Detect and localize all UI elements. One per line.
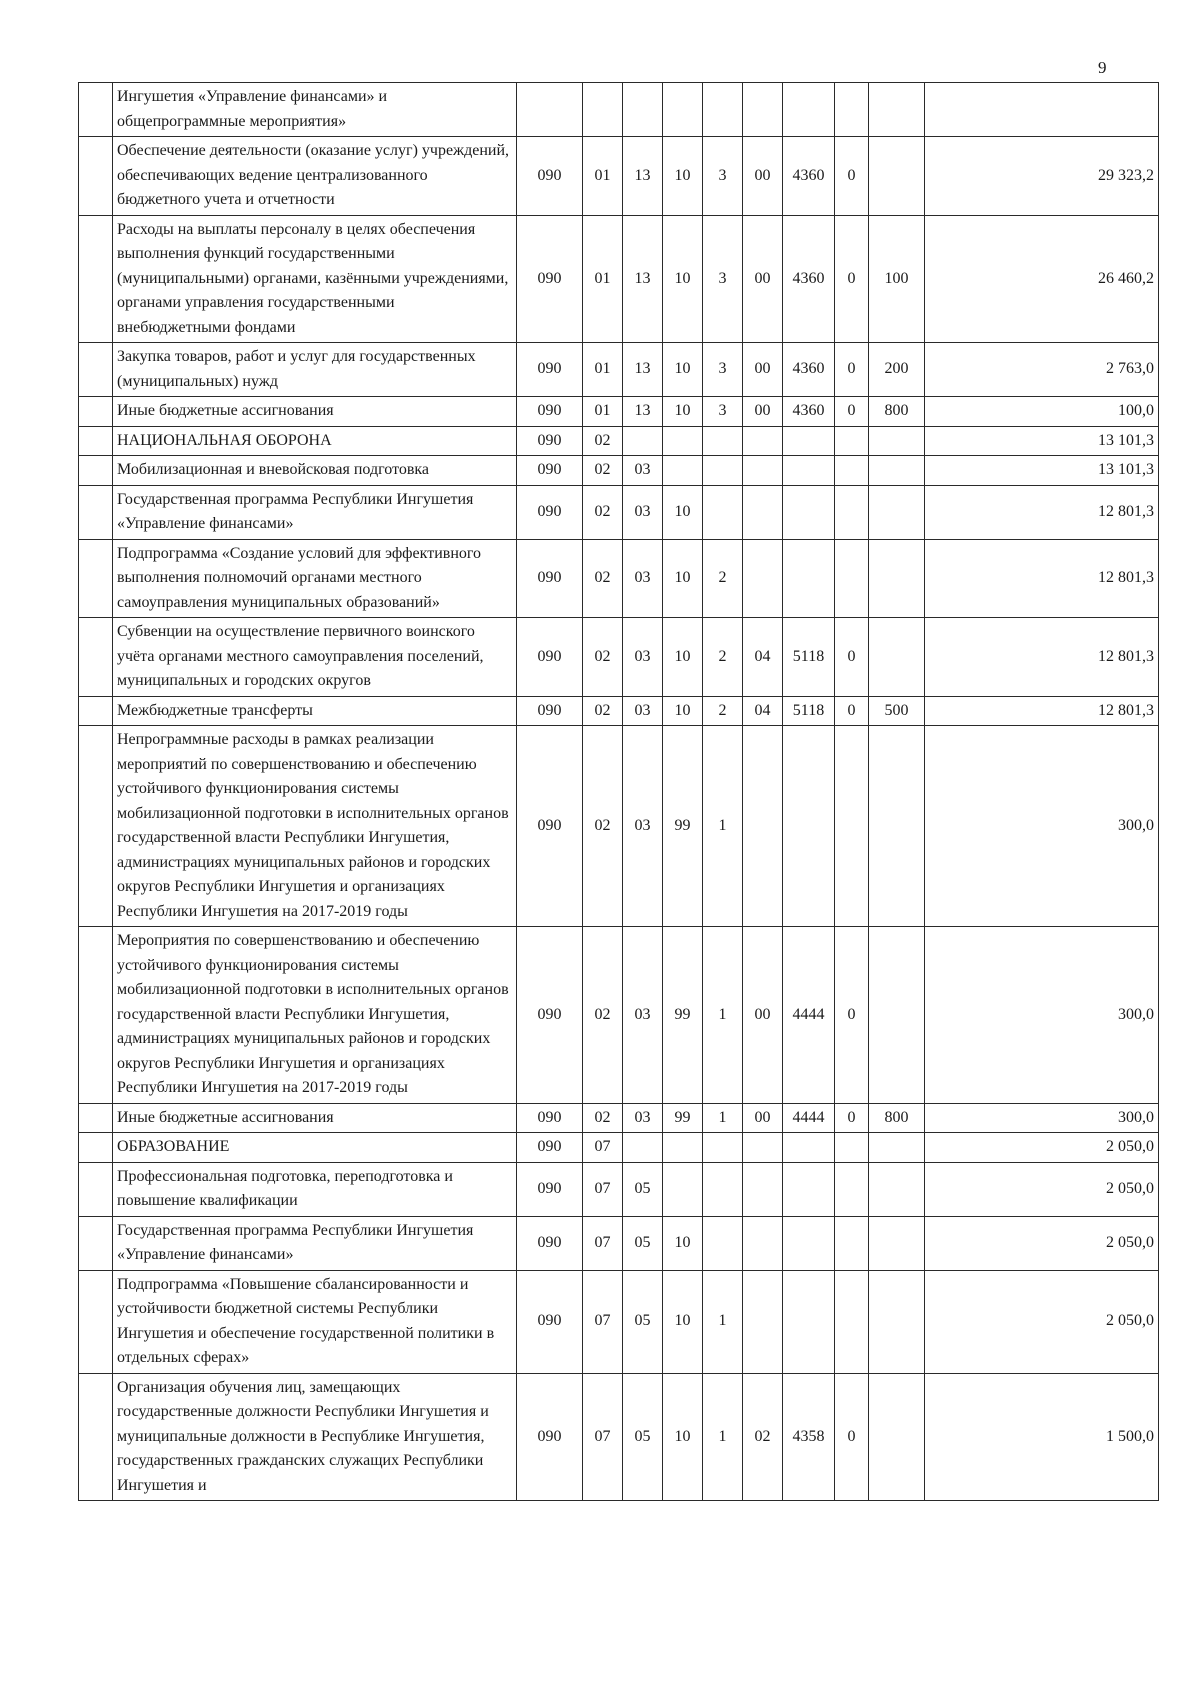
- amount: 12 801,3: [925, 696, 1159, 726]
- x-code: 0: [835, 215, 869, 343]
- subsection-code: 03: [623, 696, 663, 726]
- amount: 2 763,0: [925, 343, 1159, 397]
- admin-code: 090: [517, 1216, 583, 1270]
- admin-code: 090: [517, 927, 583, 1104]
- x-code: 0: [835, 137, 869, 216]
- row-name: Иные бюджетные ассигнования: [113, 397, 517, 427]
- subsection-code: 03: [623, 726, 663, 927]
- section-code: 07: [583, 1270, 623, 1373]
- main-event-code: 00: [743, 927, 783, 1104]
- expense-type-code: [869, 426, 925, 456]
- admin-code: 090: [517, 1103, 583, 1133]
- amount: [925, 83, 1159, 137]
- admin-code: [517, 83, 583, 137]
- admin-code: 090: [517, 1133, 583, 1163]
- expense-type-code: [869, 927, 925, 1104]
- expense-type-code: [869, 618, 925, 697]
- row-name: Ингушетия «Управление финансами» и общепрограммные мероприятия»: [113, 83, 517, 137]
- program-code: [663, 1162, 703, 1216]
- main-event-code: [743, 83, 783, 137]
- row-name: ОБРАЗОВАНИЕ: [113, 1133, 517, 1163]
- section-code: 01: [583, 343, 623, 397]
- program-code: 99: [663, 726, 703, 927]
- direction-code: 4444: [783, 927, 835, 1104]
- expense-type-code: [869, 726, 925, 927]
- table-row: [79, 397, 1159, 427]
- program-code: 10: [663, 1270, 703, 1373]
- subprogram-code: 1: [703, 1373, 743, 1501]
- program-code: [663, 1133, 703, 1163]
- table-row: [79, 343, 1159, 397]
- row-name: Профессиональная подготовка, переподготовка и повышение квалификации: [113, 1162, 517, 1216]
- table-row: [79, 485, 1159, 539]
- main-event-code: 00: [743, 137, 783, 216]
- row-number-cell: [79, 1133, 113, 1163]
- program-code: 99: [663, 927, 703, 1104]
- budget-table: [78, 82, 1159, 1501]
- section-code: 01: [583, 215, 623, 343]
- direction-code: 4360: [783, 137, 835, 216]
- subsection-code: 13: [623, 137, 663, 216]
- program-code: 10: [663, 1216, 703, 1270]
- expense-type-code: [869, 1133, 925, 1163]
- amount: 13 101,3: [925, 456, 1159, 486]
- section-code: 02: [583, 696, 623, 726]
- expense-type-code: 800: [869, 397, 925, 427]
- row-name: Субвенции на осуществление первичного воинского учёта органами местного самоуправления поселений, муниципальных и городских округов: [113, 618, 517, 697]
- x-code: 0: [835, 927, 869, 1104]
- admin-code: 090: [517, 215, 583, 343]
- subprogram-code: 3: [703, 215, 743, 343]
- main-event-code: [743, 1216, 783, 1270]
- table-row: [79, 137, 1159, 216]
- subprogram-code: [703, 1133, 743, 1163]
- section-code: 07: [583, 1373, 623, 1501]
- amount: 2 050,0: [925, 1270, 1159, 1373]
- table-row: [79, 696, 1159, 726]
- main-event-code: [743, 1162, 783, 1216]
- subsection-code: 13: [623, 215, 663, 343]
- table-body: [79, 83, 1159, 1501]
- table-row: [79, 1133, 1159, 1163]
- row-name: Закупка товаров, работ и услуг для государственных (муниципальных) нужд: [113, 343, 517, 397]
- subprogram-code: [703, 456, 743, 486]
- section-code: 02: [583, 539, 623, 618]
- row-number-cell: [79, 215, 113, 343]
- table-row: [79, 426, 1159, 456]
- table-row: [79, 927, 1159, 1104]
- row-number-cell: [79, 927, 113, 1104]
- admin-code: 090: [517, 618, 583, 697]
- admin-code: 090: [517, 726, 583, 927]
- subprogram-code: [703, 485, 743, 539]
- amount: 2 050,0: [925, 1162, 1159, 1216]
- x-code: 0: [835, 696, 869, 726]
- row-number-cell: [79, 137, 113, 216]
- expense-type-code: 500: [869, 696, 925, 726]
- main-event-code: 00: [743, 1103, 783, 1133]
- direction-code: [783, 726, 835, 927]
- subprogram-code: [703, 83, 743, 137]
- x-code: 0: [835, 397, 869, 427]
- x-code: 0: [835, 343, 869, 397]
- subsection-code: 05: [623, 1373, 663, 1501]
- subsection-code: 13: [623, 397, 663, 427]
- amount: 12 801,3: [925, 618, 1159, 697]
- program-code: 10: [663, 215, 703, 343]
- subsection-code: 05: [623, 1270, 663, 1373]
- x-code: [835, 485, 869, 539]
- section-code: 02: [583, 927, 623, 1104]
- expense-type-code: [869, 1270, 925, 1373]
- row-name: Государственная программа Республики Ингушетия «Управление финансами»: [113, 1216, 517, 1270]
- main-event-code: [743, 485, 783, 539]
- subsection-code: 05: [623, 1216, 663, 1270]
- row-name: Мероприятия по совершенствованию и обеспечению устойчивого функционирования системы мобилизационной подготовки в исполнительных органов государственной власти Республики Ингушетия, администрациях муниципальных районов и городских округов Республики Ингушетия и организациях Республики Ингушетия на 2017-2019 годы: [113, 927, 517, 1104]
- direction-code: 5118: [783, 618, 835, 697]
- row-name: Организация обучения лиц, замещающих государственные должности Республики Ингушетия и муниципальные должности в Республике Ингушетия, государственных гражданских служащих Республики Ингушетия и: [113, 1373, 517, 1501]
- admin-code: 090: [517, 539, 583, 618]
- section-code: 02: [583, 1103, 623, 1133]
- row-number-cell: [79, 539, 113, 618]
- x-code: [835, 83, 869, 137]
- table-row: [79, 456, 1159, 486]
- main-event-code: [743, 1270, 783, 1373]
- expense-type-code: [869, 1162, 925, 1216]
- admin-code: 090: [517, 137, 583, 216]
- x-code: [835, 1270, 869, 1373]
- row-number-cell: [79, 485, 113, 539]
- table-row: [79, 1216, 1159, 1270]
- expense-type-code: 800: [869, 1103, 925, 1133]
- x-code: 0: [835, 1373, 869, 1501]
- subprogram-code: [703, 1162, 743, 1216]
- direction-code: 4358: [783, 1373, 835, 1501]
- subsection-code: 03: [623, 1103, 663, 1133]
- program-code: 10: [663, 137, 703, 216]
- main-event-code: 00: [743, 343, 783, 397]
- row-name: Непрограммные расходы в рамках реализации мероприятий по совершенствованию и обеспечению устойчивого функционирования системы мобилизационной подготовки в исполнительных органов государственной власти Республики Ингушетия, администрациях муниципальных районов и городских округов Республики Ингушетия и организациях Республики Ингушетия на 2017-2019 годы: [113, 726, 517, 927]
- row-name: Иные бюджетные ассигнования: [113, 1103, 517, 1133]
- section-code: 07: [583, 1216, 623, 1270]
- admin-code: 090: [517, 1162, 583, 1216]
- direction-code: [783, 539, 835, 618]
- section-code: 07: [583, 1162, 623, 1216]
- direction-code: 5118: [783, 696, 835, 726]
- expense-type-code: [869, 1216, 925, 1270]
- amount: 26 460,2: [925, 215, 1159, 343]
- admin-code: 090: [517, 426, 583, 456]
- x-code: [835, 539, 869, 618]
- program-code: [663, 426, 703, 456]
- expense-type-code: [869, 456, 925, 486]
- expense-type-code: [869, 83, 925, 137]
- amount: 29 323,2: [925, 137, 1159, 216]
- section-code: [583, 83, 623, 137]
- subsection-code: 03: [623, 456, 663, 486]
- section-code: 02: [583, 485, 623, 539]
- section-code: 02: [583, 456, 623, 486]
- row-name: Подпрограмма «Повышение сбалансированности и устойчивости бюджетной системы Республики Ингушетия и обеспечение государственной политики в отдельных сферах»: [113, 1270, 517, 1373]
- row-number-cell: [79, 1216, 113, 1270]
- x-code: [835, 726, 869, 927]
- admin-code: 090: [517, 485, 583, 539]
- row-number-cell: [79, 397, 113, 427]
- subsection-code: 03: [623, 539, 663, 618]
- x-code: [835, 1162, 869, 1216]
- admin-code: 090: [517, 397, 583, 427]
- program-code: 10: [663, 485, 703, 539]
- table-row: [79, 726, 1159, 927]
- section-code: 02: [583, 726, 623, 927]
- direction-code: [783, 1162, 835, 1216]
- subprogram-code: 2: [703, 618, 743, 697]
- x-code: [835, 456, 869, 486]
- row-name: Обеспечение деятельности (оказание услуг) учреждений, обеспечивающих ведение централизованного бюджетного учета и отчетности: [113, 137, 517, 216]
- direction-code: 4360: [783, 343, 835, 397]
- subprogram-code: 1: [703, 1270, 743, 1373]
- x-code: 0: [835, 618, 869, 697]
- program-code: 99: [663, 1103, 703, 1133]
- row-number-cell: [79, 618, 113, 697]
- program-code: [663, 456, 703, 486]
- main-event-code: 00: [743, 397, 783, 427]
- subsection-code: 13: [623, 343, 663, 397]
- page-number: 9: [1098, 58, 1107, 77]
- amount: 300,0: [925, 1103, 1159, 1133]
- program-code: 10: [663, 539, 703, 618]
- admin-code: 090: [517, 456, 583, 486]
- direction-code: [783, 485, 835, 539]
- subsection-code: 03: [623, 618, 663, 697]
- subprogram-code: 1: [703, 1103, 743, 1133]
- section-code: 07: [583, 1133, 623, 1163]
- direction-code: [783, 1270, 835, 1373]
- program-code: 10: [663, 1373, 703, 1501]
- row-number-cell: [79, 1103, 113, 1133]
- amount: 2 050,0: [925, 1216, 1159, 1270]
- section-code: 01: [583, 137, 623, 216]
- table-row: [79, 1162, 1159, 1216]
- row-number-cell: [79, 343, 113, 397]
- section-code: 01: [583, 397, 623, 427]
- subprogram-code: [703, 426, 743, 456]
- row-name: Подпрограмма «Создание условий для эффективного выполнения полномочий органами местного самоуправления муниципальных образований»: [113, 539, 517, 618]
- direction-code: [783, 426, 835, 456]
- program-code: 10: [663, 397, 703, 427]
- main-event-code: [743, 456, 783, 486]
- row-number-cell: [79, 1270, 113, 1373]
- main-event-code: 04: [743, 696, 783, 726]
- row-number-cell: [79, 83, 113, 137]
- x-code: [835, 426, 869, 456]
- subsection-code: [623, 83, 663, 137]
- expense-type-code: [869, 539, 925, 618]
- section-code: 02: [583, 426, 623, 456]
- amount: 12 801,3: [925, 485, 1159, 539]
- row-name: Межбюджетные трансферты: [113, 696, 517, 726]
- expense-type-code: [869, 137, 925, 216]
- expense-type-code: 100: [869, 215, 925, 343]
- x-code: 0: [835, 1103, 869, 1133]
- row-number-cell: [79, 696, 113, 726]
- x-code: [835, 1216, 869, 1270]
- program-code: [663, 83, 703, 137]
- x-code: [835, 1133, 869, 1163]
- main-event-code: 00: [743, 215, 783, 343]
- expense-type-code: [869, 485, 925, 539]
- direction-code: [783, 1216, 835, 1270]
- table-row: [79, 618, 1159, 697]
- section-code: 02: [583, 618, 623, 697]
- subprogram-code: 3: [703, 397, 743, 427]
- expense-type-code: [869, 1373, 925, 1501]
- subprogram-code: 2: [703, 539, 743, 618]
- amount: 100,0: [925, 397, 1159, 427]
- table-row: [79, 539, 1159, 618]
- subprogram-code: 2: [703, 696, 743, 726]
- amount: 300,0: [925, 927, 1159, 1104]
- direction-code: 4360: [783, 215, 835, 343]
- row-name: Мобилизационная и вневойсковая подготовка: [113, 456, 517, 486]
- admin-code: 090: [517, 1270, 583, 1373]
- main-event-code: [743, 726, 783, 927]
- subsection-code: [623, 426, 663, 456]
- subsection-code: 03: [623, 485, 663, 539]
- expense-type-code: 200: [869, 343, 925, 397]
- amount: 13 101,3: [925, 426, 1159, 456]
- subsection-code: 03: [623, 927, 663, 1104]
- subprogram-code: 3: [703, 343, 743, 397]
- row-name: Государственная программа Республики Ингушетия «Управление финансами»: [113, 485, 517, 539]
- direction-code: [783, 456, 835, 486]
- amount: 300,0: [925, 726, 1159, 927]
- main-event-code: 04: [743, 618, 783, 697]
- table-row: [79, 1103, 1159, 1133]
- program-code: 10: [663, 343, 703, 397]
- direction-code: 4444: [783, 1103, 835, 1133]
- table-row: [79, 215, 1159, 343]
- admin-code: 090: [517, 1373, 583, 1501]
- amount: 2 050,0: [925, 1133, 1159, 1163]
- row-number-cell: [79, 726, 113, 927]
- program-code: 10: [663, 618, 703, 697]
- amount: 1 500,0: [925, 1373, 1159, 1501]
- program-code: 10: [663, 696, 703, 726]
- table-row: [79, 1270, 1159, 1373]
- subsection-code: 05: [623, 1162, 663, 1216]
- main-event-code: [743, 539, 783, 618]
- subsection-code: [623, 1133, 663, 1163]
- admin-code: 090: [517, 696, 583, 726]
- main-event-code: 02: [743, 1373, 783, 1501]
- direction-code: [783, 83, 835, 137]
- amount: 12 801,3: [925, 539, 1159, 618]
- main-event-code: [743, 1133, 783, 1163]
- subprogram-code: [703, 1216, 743, 1270]
- subprogram-code: 1: [703, 726, 743, 927]
- subprogram-code: 3: [703, 137, 743, 216]
- direction-code: 4360: [783, 397, 835, 427]
- row-number-cell: [79, 456, 113, 486]
- subprogram-code: 1: [703, 927, 743, 1104]
- row-number-cell: [79, 426, 113, 456]
- row-name: НАЦИОНАЛЬНАЯ ОБОРОНА: [113, 426, 517, 456]
- main-event-code: [743, 426, 783, 456]
- table-row: [79, 1373, 1159, 1501]
- row-name: Расходы на выплаты персоналу в целях обеспечения выполнения функций государственными (муниципальными) органами, казёнными учреждениями, органами управления государственными внебюджетными фондами: [113, 215, 517, 343]
- table-row: [79, 83, 1159, 137]
- admin-code: 090: [517, 343, 583, 397]
- row-number-cell: [79, 1373, 113, 1501]
- row-number-cell: [79, 1162, 113, 1216]
- direction-code: [783, 1133, 835, 1163]
